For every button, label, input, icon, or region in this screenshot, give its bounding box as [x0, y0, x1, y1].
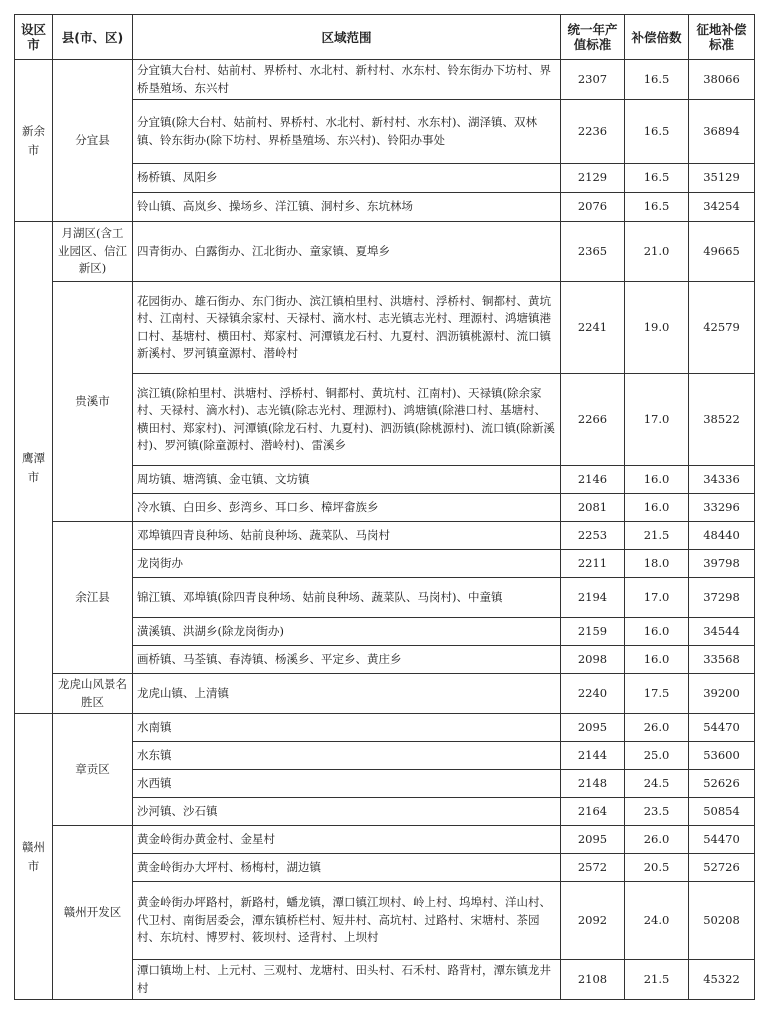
multiple-cell: 23.5 [625, 798, 689, 826]
value-cell: 2240 [561, 674, 625, 714]
value-cell: 2076 [561, 193, 625, 222]
multiple-cell: 26.0 [625, 826, 689, 854]
multiple-cell: 24.0 [625, 882, 689, 960]
multiple-cell: 16.5 [625, 164, 689, 193]
area-cell: 黄金岭街办黄金村、金星村 [133, 826, 561, 854]
multiple-cell: 16.5 [625, 193, 689, 222]
area-cell: 龙虎山镇、上清镇 [133, 674, 561, 714]
value-cell: 2572 [561, 854, 625, 882]
multiple-cell: 18.0 [625, 550, 689, 578]
value-cell: 2164 [561, 798, 625, 826]
multiple-cell: 17.5 [625, 674, 689, 714]
standard-cell: 48440 [689, 522, 755, 550]
header-city: 设区市 [15, 15, 53, 60]
area-cell: 周坊镇、塘湾镇、金屯镇、文坊镇 [133, 466, 561, 494]
compensation-table [14, 14, 755, 1000]
standard-cell: 52726 [689, 854, 755, 882]
area-cell: 冷水镇、白田乡、彭湾乡、耳口乡、樟坪畲族乡 [133, 494, 561, 522]
value-cell: 2081 [561, 494, 625, 522]
multiple-cell: 16.0 [625, 646, 689, 674]
standard-cell: 39798 [689, 550, 755, 578]
county-cell: 赣州开发区 [53, 826, 133, 1000]
standard-cell: 49665 [689, 222, 755, 282]
standard-cell: 45322 [689, 960, 755, 1000]
multiple-cell: 17.0 [625, 374, 689, 466]
area-cell: 潭口镇坳上村、上元村、三观村、龙塘村、田头村、石禾村、路背村，潭东镇龙井村 [133, 960, 561, 1000]
area-cell: 潢溪镇、洪湖乡(除龙岗街办) [133, 618, 561, 646]
value-cell: 2194 [561, 578, 625, 618]
area-cell: 黄金岭街办大坪村、杨梅村，湖边镇 [133, 854, 561, 882]
multiple-cell: 24.5 [625, 770, 689, 798]
city-name: 赣州市 [22, 839, 45, 873]
value-cell: 2092 [561, 882, 625, 960]
area-cell: 沙河镇、沙石镇 [133, 798, 561, 826]
value-cell: 2144 [561, 742, 625, 770]
table-row [15, 714, 755, 742]
multiple-cell: 16.0 [625, 466, 689, 494]
standard-cell: 33296 [689, 494, 755, 522]
city-cell [15, 222, 53, 714]
standard-cell: 38066 [689, 60, 755, 100]
standard-cell: 36894 [689, 100, 755, 164]
table-row [15, 674, 755, 714]
standard-cell: 42579 [689, 282, 755, 374]
value-cell: 2095 [561, 714, 625, 742]
value-cell: 2236 [561, 100, 625, 164]
standard-cell: 34336 [689, 466, 755, 494]
value-cell: 2095 [561, 826, 625, 854]
multiple-cell: 16.5 [625, 100, 689, 164]
standard-cell: 50208 [689, 882, 755, 960]
value-cell: 2266 [561, 374, 625, 466]
value-cell: 2159 [561, 618, 625, 646]
value-cell: 2211 [561, 550, 625, 578]
header-value: 统一年产值标准 [561, 15, 625, 60]
table-row [15, 60, 755, 100]
multiple-cell: 16.5 [625, 60, 689, 100]
standard-cell: 52626 [689, 770, 755, 798]
value-cell: 2253 [561, 522, 625, 550]
value-cell: 2148 [561, 770, 625, 798]
city-name: 新余市 [22, 123, 45, 157]
area-cell: 花园街办、雄石街办、东门街办、滨江镇柏里村、洪塘村、浮桥村、铜都村、黄坑村、江南村、天禄镇余家村、天禄村、滴水村、志光镇志光村、理源村、鸿塘镇港口村、基塘村、横田村、郑家村、河潭镇龙石村、九夏村、泗沥镇桃源村、流口镇新溪村、罗河镇童源村、潜岭村 [133, 282, 561, 374]
value-cell: 2365 [561, 222, 625, 282]
city-cell [15, 60, 53, 222]
standard-cell: 35129 [689, 164, 755, 193]
value-cell: 2098 [561, 646, 625, 674]
table-row [15, 222, 755, 282]
city-name: 鹰潭市 [22, 450, 45, 484]
header-county: 县(市、区) [53, 15, 133, 60]
area-cell: 锦江镇、邓埠镇(除四青良种场、姑前良种场、蔬菜队、马岗村)、中童镇 [133, 578, 561, 618]
city-cell [15, 714, 53, 1000]
multiple-cell: 21.0 [625, 222, 689, 282]
area-cell: 龙岗街办 [133, 550, 561, 578]
county-cell: 月湖区(含工业园区、信江新区) [53, 222, 133, 282]
area-cell: 分宜镇(除大台村、姑前村、界桥村、水北村、新村村、水东村)、湖泽镇、双林镇、铃东街办(除下坊村、界桥垦殖场、东兴村)、铃阳办事处 [133, 100, 561, 164]
multiple-cell: 16.0 [625, 494, 689, 522]
table-row [15, 522, 755, 550]
standard-cell: 38522 [689, 374, 755, 466]
standard-cell: 39200 [689, 674, 755, 714]
value-cell: 2108 [561, 960, 625, 1000]
county-cell: 贵溪市 [53, 282, 133, 522]
county-cell: 分宜县 [53, 60, 133, 222]
area-cell: 水西镇 [133, 770, 561, 798]
standard-cell: 37298 [689, 578, 755, 618]
area-cell: 铃山镇、高岚乡、操场乡、洋江镇、洞村乡、东坑林场 [133, 193, 561, 222]
area-cell: 画桥镇、马荃镇、春涛镇、杨溪乡、平定乡、黄庄乡 [133, 646, 561, 674]
value-cell: 2241 [561, 282, 625, 374]
table-row [15, 826, 755, 854]
area-cell: 滨江镇(除柏里村、洪塘村、浮桥村、铜都村、黄坑村、江南村)、天禄镇(除余家村、天禄村、滴水村)、志光镇(除志光村、理源村)、鸿塘镇(除港口村、基塘村、横田村、郑家村)、河潭镇(除龙石村、九夏村)、泗沥镇(除桃源村)、流口镇(除新溪村)、罗河镇(除童源村、潜岭村)、雷溪乡 [133, 374, 561, 466]
area-cell: 杨桥镇、凤阳乡 [133, 164, 561, 193]
multiple-cell: 21.5 [625, 522, 689, 550]
standard-cell: 53600 [689, 742, 755, 770]
standard-cell: 50854 [689, 798, 755, 826]
multiple-cell: 26.0 [625, 714, 689, 742]
county-cell: 余江县 [53, 522, 133, 674]
area-cell: 水南镇 [133, 714, 561, 742]
header-standard: 征地补偿标准 [689, 15, 755, 60]
value-cell: 2307 [561, 60, 625, 100]
multiple-cell: 25.0 [625, 742, 689, 770]
value-cell: 2129 [561, 164, 625, 193]
standard-cell: 34544 [689, 618, 755, 646]
standard-cell: 34254 [689, 193, 755, 222]
document-page [14, 14, 755, 1000]
multiple-cell: 17.0 [625, 578, 689, 618]
header-row [15, 15, 755, 60]
value-cell: 2146 [561, 466, 625, 494]
area-cell: 邓埠镇四青良种场、姑前良种场、蔬菜队、马岗村 [133, 522, 561, 550]
multiple-cell: 20.5 [625, 854, 689, 882]
header-area: 区域范围 [133, 15, 561, 60]
area-cell: 水东镇 [133, 742, 561, 770]
standard-cell: 33568 [689, 646, 755, 674]
header-multiple: 补偿倍数 [625, 15, 689, 60]
standard-cell: 54470 [689, 826, 755, 854]
county-cell: 章贡区 [53, 714, 133, 826]
table-row [15, 282, 755, 374]
area-cell: 四青街办、白露街办、江北街办、童家镇、夏埠乡 [133, 222, 561, 282]
standard-cell: 54470 [689, 714, 755, 742]
area-cell: 黄金岭街办坪路村，新路村，蟠龙镇，潭口镇江坝村、岭上村、坞埠村、洋山村、代卫村、南街居委会，潭东镇桥栏村、短井村、高坑村、过路村、宋塘村、茶园村、东坑村、博罗村、筱坝村、迳背村、上坝村 [133, 882, 561, 960]
multiple-cell: 21.5 [625, 960, 689, 1000]
multiple-cell: 16.0 [625, 618, 689, 646]
multiple-cell: 19.0 [625, 282, 689, 374]
county-cell: 龙虎山风景名胜区 [53, 674, 133, 714]
area-cell: 分宜镇大台村、姑前村、界桥村、水北村、新村村、水东村、铃东街办下坊村、界桥垦殖场、东兴村 [133, 60, 561, 100]
